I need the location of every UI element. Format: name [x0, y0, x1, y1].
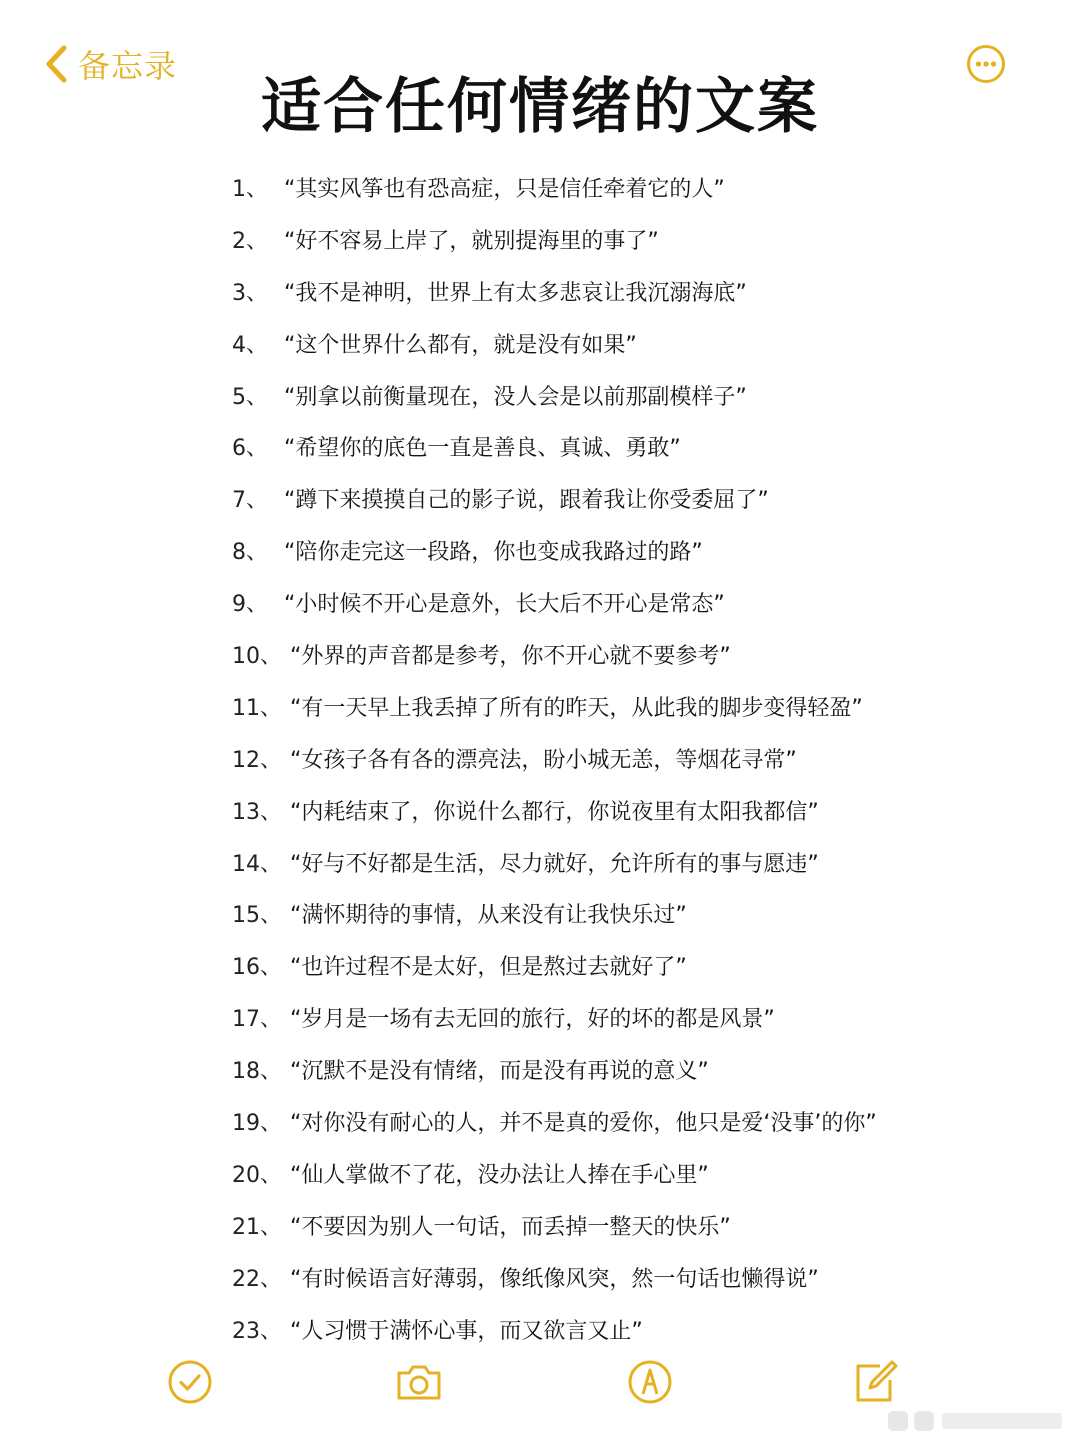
item-number: 15、 [232, 903, 282, 929]
item-number: 14、 [232, 851, 282, 877]
item-number: 1、 [232, 177, 268, 202]
back-label: 备忘录 [78, 47, 178, 85]
item-text: “也许过程不是太好，但是熬过去就好了” [290, 955, 687, 981]
item-text: “仙人掌做不了花，没办法让人捧在手心里” [290, 1162, 709, 1188]
quote-list [232, 164, 1032, 1357]
item-number: 5、 [232, 384, 268, 410]
compose-icon[interactable] [852, 1358, 900, 1406]
list-item [232, 268, 1032, 320]
item-number: 18、 [232, 1059, 282, 1085]
list-item [232, 475, 1032, 527]
item-text: “对你没有耐心的人，并不是真的爱你，他只是爱‘没事’的你” [290, 1111, 877, 1137]
list-item [232, 423, 1032, 475]
list-item [232, 942, 1032, 994]
item-number: 9、 [232, 592, 268, 618]
item-number: 11、 [232, 695, 282, 721]
item-text: “外界的声音都是参考，你不开心就不要参考” [290, 644, 731, 670]
item-number: 8、 [232, 540, 268, 566]
item-text: “岁月是一场有去无回的旅行，好的坏的都是风景” [290, 1007, 775, 1033]
item-text: “好不容易上岸了，就别提海里的事了” [284, 228, 659, 254]
item-number: 10、 [232, 644, 282, 670]
list-item [232, 164, 1032, 216]
item-text: “好与不好都是生活，尽力就好，允许所有的事与愿违” [290, 851, 819, 877]
list-item [232, 1202, 1032, 1254]
list-item [232, 527, 1032, 579]
note-title: 适合任何情绪的文案 [261, 72, 819, 142]
item-text: “这个世界什么都有，就是没有如果” [284, 332, 637, 358]
list-item [232, 1150, 1032, 1202]
item-text: “满怀期待的事情，从来没有让我快乐过” [290, 903, 687, 929]
checklist-icon[interactable] [166, 1358, 214, 1406]
list-item [232, 735, 1032, 787]
list-item [232, 372, 1032, 424]
item-text: “内耗结束了，你说什么都行，你说夜里有太阳我都信” [290, 799, 819, 825]
item-number: 3、 [232, 280, 268, 306]
item-number: 4、 [232, 332, 268, 358]
item-text: “小时候不开心是意外，长大后不开心是常态” [284, 592, 725, 618]
item-number: 17、 [232, 1007, 282, 1033]
list-item [232, 994, 1032, 1046]
item-number: 20、 [232, 1162, 282, 1188]
item-text: “蹲下来摸摸自己的影子说，跟着我让你受委屈了” [284, 488, 769, 514]
item-text: “不要因为别人一句话，而丢掉一整天的快乐” [290, 1214, 731, 1240]
list-item [232, 683, 1032, 735]
item-text: “希望你的底色一直是善良、真诚、勇敢” [284, 436, 681, 462]
item-text: “女孩子各有各的漂亮法，盼小城无恙，等烟花寻常” [290, 747, 797, 773]
item-number: 16、 [232, 955, 282, 981]
item-number: 19、 [232, 1111, 282, 1137]
list-item [232, 1098, 1032, 1150]
markup-icon[interactable] [626, 1358, 674, 1406]
item-text: “别拿以前衡量现在，没人会是以前那副模样子” [284, 384, 747, 410]
item-number: 22、 [232, 1266, 282, 1292]
item-number: 6、 [232, 436, 268, 462]
item-text: “有时候语言好薄弱，像纸像风突，然一句话也懒得说” [290, 1266, 819, 1292]
item-number: 21、 [232, 1214, 282, 1240]
list-item [232, 216, 1032, 268]
item-number: 12、 [232, 747, 282, 773]
item-number: 7、 [232, 488, 268, 514]
list-item [232, 631, 1032, 683]
list-item [232, 839, 1032, 891]
watermark-icon [888, 1408, 1068, 1434]
item-number: 23、 [232, 1318, 282, 1344]
list-item [232, 787, 1032, 839]
list-item [232, 1254, 1032, 1306]
list-item [232, 320, 1032, 372]
item-text: “其实风筝也有恐高症，只是信任牵着它的人” [284, 177, 725, 202]
list-item [232, 579, 1032, 631]
item-text: “有一天早上我丢掉了所有的昨天，从此我的脚步变得轻盈” [290, 695, 863, 721]
camera-icon[interactable] [394, 1358, 444, 1406]
item-text: “沉默不是没有情绪，而是没有再说的意义” [290, 1059, 709, 1085]
item-text: “人习惯于满怀心事，而又欲言又止” [290, 1318, 643, 1344]
item-text: “陪你走完这一段路，你也变成我路过的路” [284, 540, 703, 566]
list-item [232, 890, 1032, 942]
item-number: 13、 [232, 799, 282, 825]
item-number: 2、 [232, 228, 268, 254]
item-text: “我不是神明，世界上有太多悲哀让我沉溺海底” [284, 280, 747, 306]
list-item [232, 1046, 1032, 1098]
